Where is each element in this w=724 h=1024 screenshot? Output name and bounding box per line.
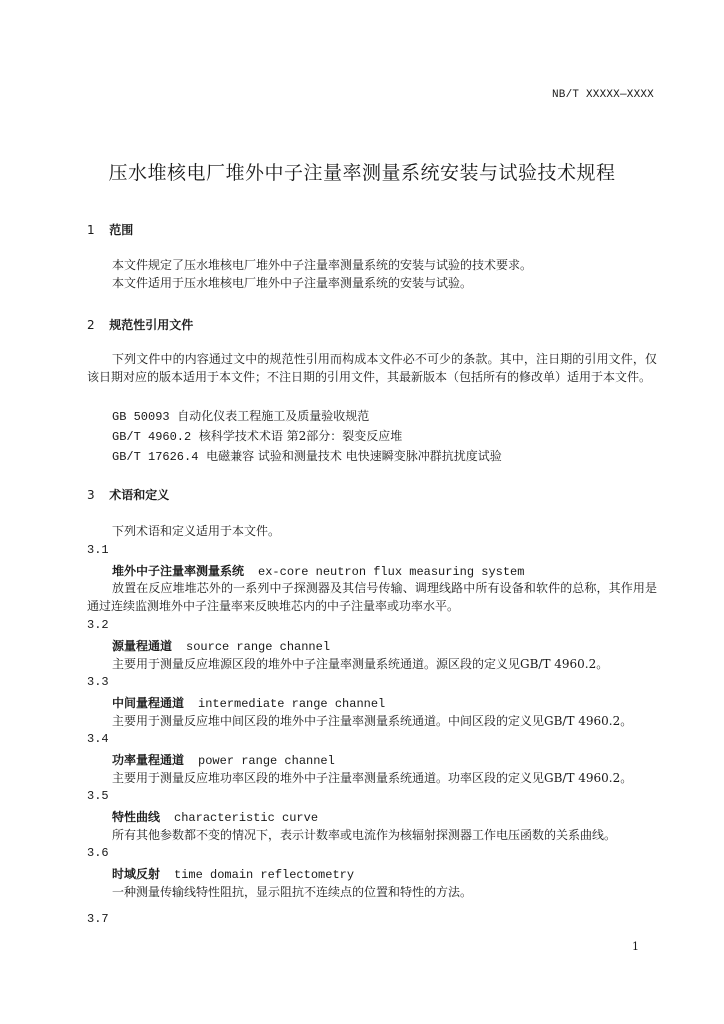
term-english: intermediate range channel: [198, 697, 386, 711]
term-definition: 主要用于测量反应堆中间区段的堆外中子注量率测量系统通道。中间区段的定义见GB/T 4960.2。: [112, 714, 633, 728]
term-number: 3.6: [87, 846, 109, 860]
section-1-title: 范围: [109, 223, 134, 237]
document-title: 压水堆核电厂堆外中子注量率测量系统安装与试验技术规程: [108, 162, 616, 184]
term-definition: 主要用于测量反应堆源区段的堆外中子注量率测量系统通道。源区段的定义见GB/T 4960.2。: [112, 657, 609, 671]
terms-intro: 下列术语和定义适用于本文件。: [112, 524, 281, 538]
section-1-heading: [87, 221, 133, 238]
term-english: characteristic curve: [174, 811, 319, 825]
term-chinese: 中间量程通道: [112, 696, 185, 710]
term-chinese: 堆外中子注量率测量系统: [112, 564, 245, 578]
section-3-heading: [87, 486, 169, 503]
reference-item: [112, 447, 502, 466]
term-english: power range channel: [198, 754, 335, 768]
reference-code: GB/T 17626.4: [112, 450, 199, 464]
term-heading: [112, 865, 354, 882]
reference-code: GB 50093: [112, 410, 170, 424]
term-number: 3.5: [87, 789, 109, 803]
standard-number: NB/T XXXXX—XXXX: [551, 89, 654, 101]
term-definition: 放置在反应堆堆芯外的一系列中子探测器及其信号传输、调理线路中所有设备和软件的总称，其作用是通过连续监测堆外中子注量率来反映堆芯内的中子注量率或功率水平。: [87, 581, 657, 613]
section-2-title: 规范性引用文件: [109, 318, 194, 332]
term-english: ex-core neutron flux measuring system: [258, 565, 525, 579]
page-number: 1: [632, 940, 639, 953]
term-heading: [112, 637, 330, 654]
term-chinese: 源量程通道: [112, 639, 173, 653]
term-number: 3.3: [87, 675, 109, 689]
section-2-heading: [87, 316, 193, 333]
term-number: 3.4: [87, 732, 109, 746]
term-number: 3.1: [87, 543, 109, 557]
term-heading: [112, 562, 524, 579]
scope-paragraph-1: 本文件规定了压水堆核电厂堆外中子注量率测量系统的安装与试验的技术要求。: [112, 258, 533, 272]
reference-name: 核科学技术术语 第2部分：裂变反应堆: [198, 429, 403, 443]
term-definition: 所有其他参数都不变的情况下，表示计数率或电流作为核辐射探测器工作电压函数的关系曲线。: [112, 828, 617, 842]
section-3-number: 3: [87, 488, 95, 502]
reference-name: 电磁兼容 试验和测量技术 电快速瞬变脉冲群抗扰度试验: [206, 449, 502, 463]
term-chinese: 特性曲线: [112, 810, 161, 824]
reference-name: 自动化仪表工程施工及质量验收规范: [177, 409, 370, 423]
section-1-number: 1: [87, 223, 95, 237]
section-3-title: 术语和定义: [109, 488, 170, 502]
term-definition: 主要用于测量反应堆功率区段的堆外中子注量率测量系统通道。功率区段的定义见GB/T 4960.2。: [112, 771, 633, 785]
reference-item: [112, 407, 369, 426]
references-intro: 下列文件中的内容通过文中的规范性引用而构成本文件必不可少的条款。其中，注日期的引用文件，仅该日期对应的版本适用于本文件；不注日期的引用文件，其最新版本（包括所有的修改单）适用于本文件。: [87, 352, 657, 384]
term-heading: [112, 694, 385, 711]
term-chinese: 功率量程通道: [112, 753, 185, 767]
term-number: 3.7: [87, 912, 109, 926]
term-english: time domain reflectometry: [174, 868, 355, 882]
term-heading: [112, 751, 335, 768]
reference-code: GB/T 4960.2: [112, 430, 192, 444]
term-definition: 一种测量传输线特性阻抗，显示阻抗不连续点的位置和特性的方法。: [112, 885, 473, 899]
reference-item: [112, 427, 402, 446]
section-2-number: 2: [87, 318, 95, 332]
term-english: source range channel: [186, 640, 331, 654]
term-number: 3.2: [87, 618, 109, 632]
term-chinese: 时域反射: [112, 867, 161, 881]
term-heading: [112, 808, 318, 825]
scope-paragraph-2: 本文件适用于压水堆核电厂堆外中子注量率测量系统的安装与试验。: [112, 276, 473, 290]
